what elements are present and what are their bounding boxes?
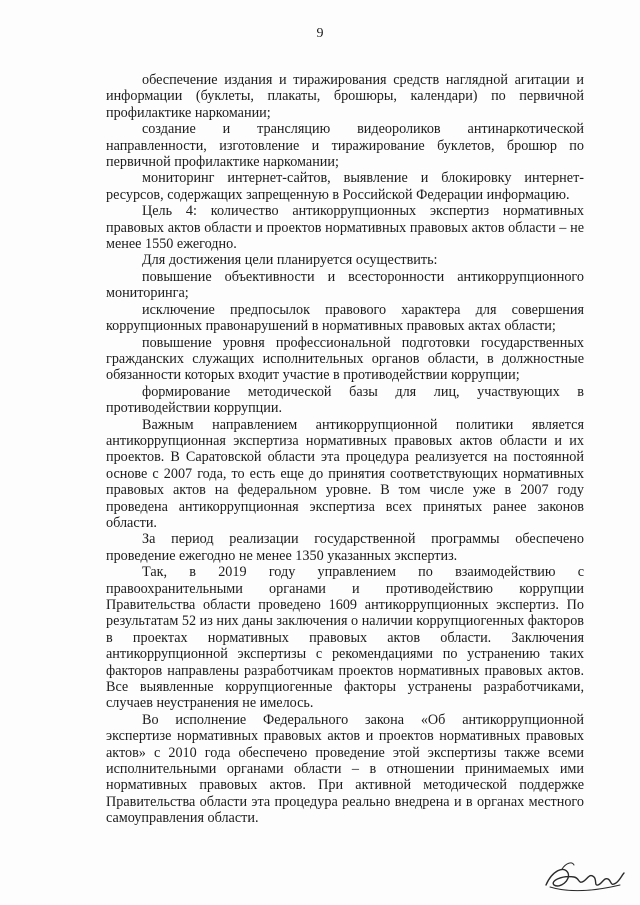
paragraph-goal-4: Цель 4: количество антикоррупционных экспертиз нормативных правовых актов области и проектов нормативных правовых актов области – не менее 1550 ежегодно. — [106, 203, 584, 253]
paragraph-anticorruption-policy: Важным направлением антикоррупционной политики является антикоррупционная экспертиза нормативных правовых актов области и их проектов. В Саратовской области эта процедура реализуется на постоянной основе с 2007 года, то есть еще до принятия соответствующих нормативных правовых актов на федеральном уровне. В том числе уже в 2007 году проведена антикоррупционная экспертиза всех принятых ранее законов области. — [106, 416, 584, 531]
paragraph-federal-law: Во исполнение Федерального закона «Об антикоррупционной экспертизе нормативных правовых актов и проектов нормативных правовых актов» с 2010 года обеспечено проведение этой экспертизы также всеми исполнительными органами области – в отношении принимаемых ими нормативных правовых актов. При активной методической поддержке Правительства области эта процедура реально внедрена и в органах местного самоуправления области. — [106, 711, 584, 827]
page-number: 9 — [316, 26, 324, 41]
paragraph-objectivity: повышение объективности и всесторонности антикоррупционного мониторинга; — [106, 268, 584, 302]
paragraph-videos: создание и трансляцию видеороликов антинаркотической направленности, изготовление и тиражирование буклетов, брошюр по первичной профилактике наркомании; — [106, 121, 584, 171]
paragraph-methodology: формирование методической базы для лиц, участвующих в противодействии коррупции. — [106, 383, 584, 417]
paragraph-monitoring: мониторинг интернет-сайтов, выявление и блокировку интернет-ресурсов, содержащих запрещенную в Российской Федерации информацию. — [106, 170, 584, 203]
paragraph-2019-results: Так, в 2019 году управлением по взаимодействию с правоохранительными органами и противодействию коррупции Правительства области проведено 1609 антикоррупционных экспертиз. По результатам 52 из них даны заключения о наличии коррупциогенных факторов в проектах нормативных правовых актов области. Заключения антикоррупционной экспертизы с рекомендациями по устранению таких факторов направлены разработчикам проектов нормативных правовых актов. Все выявленные коррупциогенные факторы устранены разработчиками, случаев неустранения не имелось. — [106, 564, 584, 712]
document-body — [106, 72, 584, 827]
handwritten-initials-signature — [540, 855, 626, 897]
paragraph-program-period: За период реализации государственной программы обеспечено проведение ежегодно не менее 1350 указанных экспертиз. — [106, 531, 584, 564]
paragraph-plan-intro: Для достижения цели планируется осуществить: — [142, 252, 438, 269]
paragraph-training: повышение уровня профессиональной подготовки государственных гражданских служащих исполнительных органов области, в должностные обязанности которых входит участие в противодействии коррупции; — [106, 334, 584, 384]
paragraph-agitation: обеспечение издания и тиражирования средств наглядной агитации и информации (буклеты, плакаты, брошюры, календари) по первичной профилактике наркомании; — [106, 72, 584, 121]
paragraph-prerequisites: исключение предпосылок правового характера для совершения коррупционных правонарушений в нормативных правовых актах области; — [106, 301, 584, 335]
